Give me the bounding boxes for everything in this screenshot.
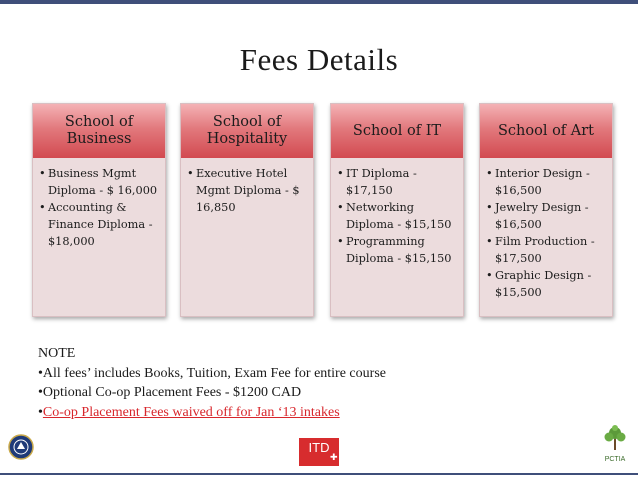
list-item: • Graphic Design - $15,500	[486, 269, 592, 299]
itd-logo: ITD ✚	[299, 438, 339, 466]
school-card-it	[330, 103, 464, 317]
note-line-link[interactable]: •Co-op Placement Fees waived off for Jan ‘13 intakes	[38, 404, 340, 420]
school-card-hospitality	[180, 103, 314, 317]
list-item: • IT Diploma - $17,150	[337, 167, 417, 197]
school-card-header: School of Business	[33, 104, 165, 158]
note-heading: NOTE	[38, 346, 76, 361]
note-line: •All fees’ includes Books, Tuition, Exam Fee for entire course	[38, 365, 386, 381]
seal-icon	[8, 434, 34, 464]
list-item: • Programming Diploma - $15,150	[337, 235, 452, 265]
list-item: • Film Production - $17,500	[486, 235, 595, 265]
pctia-logo: PCTIA	[598, 424, 632, 464]
school-card-art	[479, 103, 613, 317]
list-item: • Networking Diploma - $15,150	[337, 201, 452, 231]
list-item: • Jewelry Design - $16,500	[486, 201, 589, 231]
bottom-accent-line	[0, 473, 638, 475]
school-card-header: School of IT	[331, 104, 463, 158]
page-title: Fees Details	[239, 42, 399, 77]
maple-leaf-icon: ✚	[330, 452, 338, 462]
note-line: •Optional Co-op Placement Fees - $1200 CAD	[38, 385, 302, 400]
list-item: • Accounting & Finance Diploma - $18,000	[39, 201, 153, 248]
top-accent-bar	[0, 0, 638, 4]
school-card-header: School of Art	[480, 104, 612, 158]
list-item: • Business Mgmt Diploma - $ 16,000	[39, 167, 158, 197]
note-section	[38, 344, 386, 422]
school-card-business	[32, 103, 166, 317]
list-item: • Executive Hotel Mgmt Diploma - $ 16,850	[187, 167, 300, 214]
tree-icon	[602, 424, 628, 452]
list-item: • Interior Design - $16,500	[486, 167, 590, 197]
school-card-header: School of Hospitality	[181, 104, 313, 158]
